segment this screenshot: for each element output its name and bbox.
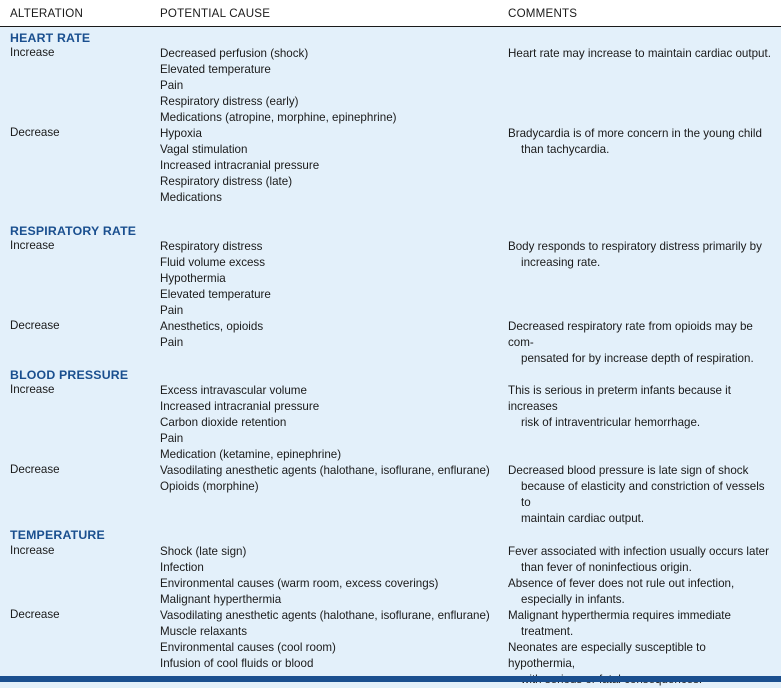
header-potential-cause: POTENTIAL CAUSE [160, 7, 271, 20]
comment-entry [508, 46, 776, 62]
cause-line: Respiratory distress (early) [160, 95, 299, 108]
comment-cell [508, 126, 776, 158]
comment-cell [508, 544, 776, 608]
cause-line: Respiratory distress [160, 240, 263, 253]
cause-line: Environmental causes (warm room, excess coverings) [160, 577, 439, 590]
comment-line: than tachycardia. [521, 143, 610, 156]
cause-line: Environmental causes (cool room) [160, 641, 336, 654]
comment-line: Bradycardia is of more concern in the young child [508, 127, 762, 140]
comment-line: risk of intraventricular hemorrhage. [521, 416, 701, 429]
comment-entry [508, 383, 776, 431]
section-title: BLOOD PRESSURE [10, 368, 129, 382]
header-comments: COMMENTS [508, 7, 578, 20]
comment-entry [508, 239, 776, 271]
alteration-cell: Decrease [10, 126, 60, 139]
comment-line: Malignant hyperthermia requires immediate [508, 609, 731, 622]
cause-line: Infusion of cool fluids or blood [160, 657, 314, 670]
table-header [0, 0, 781, 27]
alteration-cell: Decrease [10, 319, 60, 332]
comment-line: because of elasticity and constriction of vessels to [521, 480, 765, 509]
comment-entry [508, 463, 776, 527]
comment-line: than fever of noninfectious origin. [521, 561, 692, 574]
potential-cause-cell [160, 383, 341, 463]
cause-line: Elevated temperature [160, 63, 271, 76]
cause-line: Pain [160, 304, 184, 317]
potential-cause-cell [160, 463, 490, 495]
comment-line: maintain cardiac output. [521, 512, 645, 525]
comment-entry [508, 126, 776, 158]
comment-line: Heart rate may increase to maintain cardiac output. [508, 47, 771, 60]
cause-line: Increased intracranial pressure [160, 400, 320, 413]
cause-line: Opioids (morphine) [160, 480, 259, 493]
comment-entry [508, 544, 776, 576]
section-title: RESPIRATORY RATE [10, 224, 137, 238]
alteration-cell: Increase [10, 544, 55, 557]
cause-line: Pain [160, 79, 184, 92]
potential-cause-cell [160, 46, 397, 126]
comment-line: This is serious in preterm infants because it increases [508, 384, 731, 413]
cause-line: Malignant hyperthermia [160, 593, 282, 606]
cause-line: Medication (ketamine, epinephrine) [160, 448, 342, 461]
comment-line: Decreased respiratory rate from opioids may be com- [508, 320, 753, 349]
cause-line: Excess intravascular volume [160, 384, 307, 397]
comment-line: especially in infants. [521, 593, 625, 606]
cause-line: Pain [160, 432, 184, 445]
comment-entry [508, 608, 776, 640]
potential-cause-cell [160, 239, 271, 319]
cause-line: Shock (late sign) [160, 545, 247, 558]
alteration-cell: Increase [10, 239, 55, 252]
potential-cause-cell [160, 544, 438, 608]
section-title: TEMPERATURE [10, 528, 105, 542]
potential-cause-cell [160, 126, 319, 206]
bottom-border [0, 676, 781, 682]
comment-line: treatment. [521, 625, 574, 638]
cause-line: Increased intracranial pressure [160, 159, 320, 172]
alteration-cell: Increase [10, 46, 55, 59]
comment-cell [508, 383, 776, 431]
cause-line: Hypoxia [160, 127, 202, 140]
comment-line: pensated for by increase depth of respiration. [521, 352, 754, 365]
cause-line: Pain [160, 336, 184, 349]
comment-cell [508, 239, 776, 271]
comment-cell [508, 46, 776, 62]
comment-line: Fever associated with infection usually occurs later [508, 545, 769, 558]
cause-line: Decreased perfusion (shock) [160, 47, 309, 60]
comment-line: Decreased blood pressure is late sign of shock [508, 464, 749, 477]
cause-line: Vasodilating anesthetic agents (halothane, isoflurane, enflurane) [160, 609, 490, 622]
cause-line: Elevated temperature [160, 288, 271, 301]
comment-line: Absence of fever does not rule out infection, [508, 577, 735, 590]
comment-line: Body responds to respiratory distress primarily by [508, 240, 762, 253]
alteration-cell: Increase [10, 383, 55, 396]
cause-line: Carbon dioxide retention [160, 416, 287, 429]
cause-line: Fluid volume excess [160, 256, 266, 269]
cause-line: Muscle relaxants [160, 625, 247, 638]
cause-line: Vasodilating anesthetic agents (halothane, isoflurane, enflurane) [160, 464, 490, 477]
comment-entry [508, 319, 776, 367]
header-alteration: ALTERATION [10, 7, 84, 20]
comment-cell [508, 319, 776, 367]
cause-line: Medications [160, 191, 222, 204]
comment-cell [508, 463, 776, 527]
cause-line: Infection [160, 561, 204, 574]
cause-line: Respiratory distress (late) [160, 175, 293, 188]
comment-line: increasing rate. [521, 256, 601, 269]
alteration-cell: Decrease [10, 608, 60, 621]
cause-line: Medications (atropine, morphine, epinephrine) [160, 111, 397, 124]
cause-line: Vagal stimulation [160, 143, 248, 156]
potential-cause-cell [160, 608, 490, 672]
alteration-cell: Decrease [10, 463, 60, 476]
cause-line: Hypothermia [160, 272, 226, 285]
cause-line: Anesthetics, opioids [160, 320, 264, 333]
potential-cause-cell [160, 319, 263, 351]
comment-line: Neonates are especially susceptible to hypothermia, [508, 641, 706, 670]
section-title: HEART RATE [10, 31, 91, 45]
comment-entry [508, 576, 776, 608]
